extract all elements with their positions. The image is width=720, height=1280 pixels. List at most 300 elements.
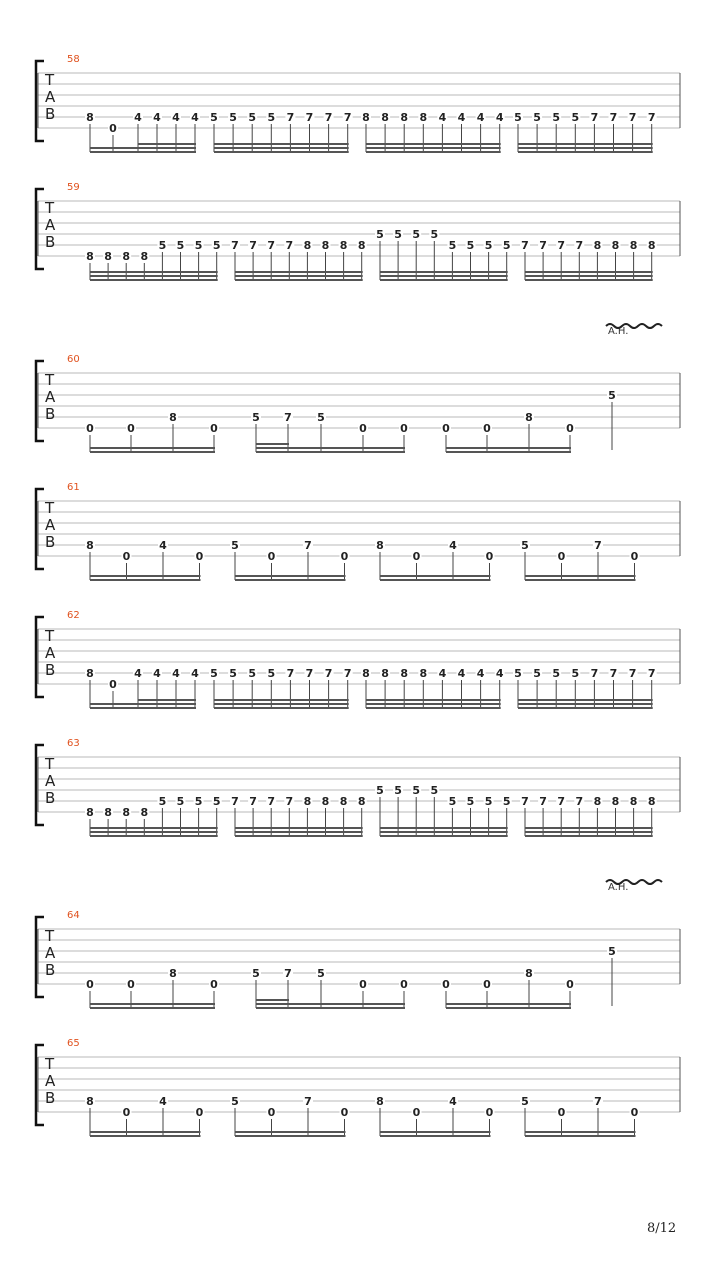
fret-number: 5 bbox=[484, 239, 493, 252]
tab-clef-letter: B bbox=[45, 789, 56, 807]
fret-number: 5 bbox=[194, 795, 203, 808]
fret-number: 7 bbox=[249, 795, 257, 808]
fret-number: 5 bbox=[448, 795, 457, 808]
fret-number: 8 bbox=[400, 111, 409, 124]
fret-number: 5 bbox=[210, 111, 218, 124]
fret-number: 5 bbox=[248, 667, 257, 680]
fret-number: 7 bbox=[305, 111, 314, 124]
fret-number: 8 bbox=[104, 806, 112, 819]
fret-number: 0 bbox=[485, 550, 494, 563]
note-beam bbox=[446, 447, 571, 449]
fret-number: 8 bbox=[169, 967, 177, 980]
note-beam bbox=[525, 275, 653, 277]
fret-number: 8 bbox=[593, 795, 602, 808]
note-beam bbox=[525, 831, 653, 833]
fret-number: 4 bbox=[449, 1095, 457, 1108]
note-beam bbox=[138, 703, 196, 705]
note-beam bbox=[235, 831, 363, 833]
note-beam bbox=[518, 147, 653, 149]
note-beam bbox=[235, 275, 363, 277]
tab-clef-letter: B bbox=[45, 233, 56, 251]
tab-clef-letter: T bbox=[45, 927, 55, 945]
fret-number: 7 bbox=[594, 1095, 602, 1108]
fret-number: 5 bbox=[317, 967, 325, 980]
fret-number: 7 bbox=[285, 795, 294, 808]
note-beam bbox=[90, 275, 218, 277]
fret-number: 0 bbox=[210, 422, 218, 435]
tab-clef-letter: A bbox=[45, 1072, 56, 1090]
fret-number: 8 bbox=[303, 239, 312, 252]
tab-clef-letter: A bbox=[45, 644, 56, 662]
fret-number: 5 bbox=[502, 795, 511, 808]
fret-number: 0 bbox=[340, 1106, 349, 1119]
measure-number: 59 bbox=[67, 182, 80, 193]
fret-number: 5 bbox=[176, 239, 185, 252]
fret-number: 5 bbox=[514, 111, 522, 124]
measure-number: 62 bbox=[67, 610, 80, 621]
fret-number: 7 bbox=[647, 667, 656, 680]
fret-number: 7 bbox=[539, 795, 547, 808]
note-beam bbox=[518, 707, 653, 709]
fret-number: 5 bbox=[194, 239, 203, 252]
note-beam bbox=[446, 1007, 571, 1009]
tab-clef-letter: B bbox=[45, 1089, 56, 1107]
tab-clef-letter: T bbox=[45, 371, 55, 389]
fret-number: 0 bbox=[127, 978, 135, 991]
fret-number: 8 bbox=[86, 539, 94, 552]
fret-number: 5 bbox=[430, 784, 439, 797]
fret-number: 0 bbox=[557, 550, 566, 563]
note-beam bbox=[235, 279, 363, 281]
note-beam bbox=[518, 151, 653, 153]
fret-number: 0 bbox=[442, 422, 450, 435]
note-beam bbox=[380, 575, 491, 577]
fret-number: 8 bbox=[321, 795, 330, 808]
note-beam bbox=[138, 147, 196, 149]
fret-number: 0 bbox=[86, 422, 94, 435]
measure-number: 64 bbox=[67, 910, 80, 921]
fret-number: 7 bbox=[647, 111, 656, 124]
fret-number: 8 bbox=[104, 250, 112, 263]
fret-number: 8 bbox=[303, 795, 312, 808]
fret-number: 5 bbox=[376, 228, 384, 241]
fret-number: 7 bbox=[594, 539, 602, 552]
fret-number: 8 bbox=[647, 795, 656, 808]
fret-number: 7 bbox=[249, 239, 257, 252]
fret-number: 8 bbox=[419, 667, 428, 680]
fret-number: 7 bbox=[305, 667, 314, 680]
fret-number: 5 bbox=[212, 795, 221, 808]
fret-number: 4 bbox=[159, 1095, 167, 1108]
fret-number: 7 bbox=[324, 667, 333, 680]
note-beam bbox=[138, 143, 196, 145]
note-beam bbox=[518, 703, 653, 705]
fret-number: 5 bbox=[317, 411, 325, 424]
fret-number: 5 bbox=[533, 111, 541, 124]
fret-number: 0 bbox=[267, 1106, 276, 1119]
note-beam bbox=[138, 707, 196, 709]
fret-number: 8 bbox=[140, 806, 149, 819]
note-beam bbox=[90, 279, 218, 281]
note-beam bbox=[518, 143, 653, 145]
fret-number: 5 bbox=[608, 945, 616, 958]
fret-number: 7 bbox=[267, 795, 276, 808]
tab-clef-letter: A bbox=[45, 216, 56, 234]
note-beam bbox=[366, 707, 501, 709]
measure-number: 65 bbox=[67, 1038, 80, 1049]
fret-number: 0 bbox=[267, 550, 276, 563]
fret-number: 5 bbox=[552, 667, 561, 680]
note-beam bbox=[90, 271, 218, 273]
note-beam bbox=[214, 707, 349, 709]
fret-number: 8 bbox=[419, 111, 428, 124]
fret-number: 0 bbox=[400, 422, 408, 435]
fret-number: 5 bbox=[210, 667, 218, 680]
fret-number: 0 bbox=[359, 422, 367, 435]
fret-number: 7 bbox=[231, 795, 239, 808]
note-beam bbox=[525, 827, 653, 829]
vibrato-wave bbox=[606, 324, 662, 328]
tab-clef-letter: T bbox=[45, 71, 55, 89]
fret-number: 4 bbox=[476, 111, 485, 124]
tab-system-63 bbox=[36, 738, 680, 837]
vibrato-wave bbox=[606, 880, 662, 884]
fret-number: 5 bbox=[571, 667, 580, 680]
fret-number: 8 bbox=[140, 250, 149, 263]
fret-number: 8 bbox=[86, 1095, 94, 1108]
fret-number: 5 bbox=[484, 795, 493, 808]
note-beam bbox=[525, 575, 636, 577]
fret-number: 5 bbox=[608, 389, 616, 402]
fret-number: 4 bbox=[134, 667, 142, 680]
note-beam bbox=[214, 151, 349, 153]
note-beam bbox=[256, 999, 289, 1001]
fret-number: 4 bbox=[449, 539, 457, 552]
fret-number: 4 bbox=[457, 667, 466, 680]
tab-clef-letter: A bbox=[45, 772, 56, 790]
note-beam bbox=[380, 1131, 491, 1133]
note-beam bbox=[235, 1135, 346, 1137]
note-beam bbox=[235, 575, 346, 577]
fret-number: 5 bbox=[158, 795, 167, 808]
fret-number: 4 bbox=[172, 111, 180, 124]
fret-number: 7 bbox=[285, 239, 294, 252]
note-beam bbox=[525, 835, 653, 837]
note-beam bbox=[90, 827, 218, 829]
fret-number: 5 bbox=[231, 539, 239, 552]
note-beam bbox=[90, 451, 215, 453]
fret-number: 8 bbox=[629, 795, 638, 808]
fret-number: 5 bbox=[394, 228, 402, 241]
fret-number: 5 bbox=[521, 539, 529, 552]
note-beam bbox=[525, 579, 636, 581]
fret-number: 0 bbox=[127, 422, 135, 435]
fret-number: 0 bbox=[630, 550, 639, 563]
note-beam bbox=[366, 151, 501, 153]
note-beam bbox=[90, 447, 215, 449]
fret-number: 0 bbox=[483, 422, 491, 435]
fret-number: 8 bbox=[357, 795, 366, 808]
fret-number: 5 bbox=[267, 667, 276, 680]
note-beam bbox=[90, 1007, 215, 1009]
note-beam bbox=[90, 575, 201, 577]
note-beam bbox=[366, 143, 501, 145]
note-beam bbox=[235, 827, 363, 829]
tab-clef-letter: B bbox=[45, 961, 56, 979]
note-beam bbox=[256, 451, 289, 453]
tab-system-64 bbox=[36, 880, 680, 1009]
fret-number: 0 bbox=[122, 1106, 131, 1119]
fret-number: 4 bbox=[495, 111, 504, 124]
fret-number: 5 bbox=[231, 1095, 239, 1108]
note-beam bbox=[380, 271, 508, 273]
fret-number: 7 bbox=[286, 111, 295, 124]
fret-number: 8 bbox=[525, 967, 533, 980]
note-beam bbox=[446, 451, 571, 453]
fret-number: 7 bbox=[324, 111, 333, 124]
fret-number: 5 bbox=[229, 667, 237, 680]
fret-number: 7 bbox=[267, 239, 276, 252]
fret-number: 7 bbox=[590, 111, 599, 124]
fret-number: 4 bbox=[159, 539, 167, 552]
note-beam bbox=[90, 579, 201, 581]
fret-number: 7 bbox=[284, 411, 292, 424]
note-beam bbox=[380, 1135, 491, 1137]
fret-number: 8 bbox=[122, 806, 131, 819]
tab-clef-letter: B bbox=[45, 105, 56, 123]
fret-number: 5 bbox=[267, 111, 276, 124]
fret-number: 7 bbox=[557, 239, 566, 252]
fret-number: 0 bbox=[109, 122, 117, 135]
fret-number: 8 bbox=[647, 239, 656, 252]
fret-number: 4 bbox=[191, 667, 199, 680]
note-beam bbox=[380, 579, 491, 581]
note-beam bbox=[380, 279, 508, 281]
fret-number: 8 bbox=[362, 667, 370, 680]
fret-number: 4 bbox=[438, 667, 447, 680]
fret-number: 0 bbox=[485, 1106, 494, 1119]
fret-number: 8 bbox=[381, 111, 389, 124]
fret-number: 5 bbox=[502, 239, 511, 252]
fret-number: 0 bbox=[483, 978, 491, 991]
note-beam bbox=[214, 147, 349, 149]
note-beam bbox=[214, 699, 349, 701]
fret-number: 0 bbox=[86, 978, 94, 991]
note-beam bbox=[518, 699, 653, 701]
tab-clef-letter: T bbox=[45, 499, 55, 517]
note-beam bbox=[525, 271, 653, 273]
fret-number: 8 bbox=[381, 667, 389, 680]
fret-number: 4 bbox=[153, 111, 161, 124]
tab-clef-letter: B bbox=[45, 405, 56, 423]
fret-number: 8 bbox=[169, 411, 177, 424]
fret-number: 8 bbox=[629, 239, 638, 252]
fret-number: 8 bbox=[525, 411, 533, 424]
fret-number: 0 bbox=[566, 978, 574, 991]
fret-number: 5 bbox=[176, 795, 185, 808]
fret-number: 0 bbox=[557, 1106, 566, 1119]
fret-number: 8 bbox=[86, 806, 94, 819]
fret-number: 7 bbox=[304, 1095, 312, 1108]
fret-number: 7 bbox=[609, 667, 618, 680]
fret-number: 7 bbox=[304, 539, 312, 552]
fret-number: 5 bbox=[394, 784, 402, 797]
note-beam bbox=[380, 835, 508, 837]
fret-number: 4 bbox=[495, 667, 504, 680]
fret-number: 7 bbox=[575, 795, 584, 808]
fret-number: 7 bbox=[343, 111, 352, 124]
fret-number: 4 bbox=[153, 667, 161, 680]
note-beam bbox=[214, 143, 349, 145]
tab-clef-letter: T bbox=[45, 627, 55, 645]
fret-number: 8 bbox=[122, 250, 131, 263]
note-beam bbox=[90, 1135, 201, 1137]
fret-number: 5 bbox=[252, 411, 260, 424]
fret-number: 7 bbox=[284, 967, 292, 980]
fret-number: 7 bbox=[343, 667, 352, 680]
fret-number: 4 bbox=[172, 667, 180, 680]
tab-clef-letter: A bbox=[45, 944, 56, 962]
fret-number: 8 bbox=[376, 539, 384, 552]
measure-number: 63 bbox=[67, 738, 80, 749]
fret-number: 5 bbox=[212, 239, 221, 252]
fret-number: 5 bbox=[412, 228, 421, 241]
measure-number: 58 bbox=[67, 54, 80, 65]
note-beam bbox=[90, 1131, 201, 1133]
measure-number: 60 bbox=[67, 354, 80, 365]
tab-clef-letter: B bbox=[45, 533, 56, 551]
note-beam bbox=[235, 1131, 346, 1133]
fret-number: 5 bbox=[521, 1095, 529, 1108]
tab-clef-letter: A bbox=[45, 88, 56, 106]
fret-number: 5 bbox=[252, 967, 260, 980]
note-beam bbox=[90, 1003, 215, 1005]
fret-number: 7 bbox=[231, 239, 239, 252]
fret-number: 0 bbox=[195, 550, 204, 563]
harmonic-label: A.H. bbox=[608, 326, 629, 337]
tab-clef-letter: T bbox=[45, 199, 55, 217]
fret-number: 0 bbox=[442, 978, 450, 991]
note-beam bbox=[214, 703, 349, 705]
tab-system-65 bbox=[36, 1038, 680, 1137]
note-beam bbox=[256, 1007, 289, 1009]
fret-number: 0 bbox=[340, 550, 349, 563]
fret-number: 8 bbox=[400, 667, 409, 680]
fret-number: 4 bbox=[191, 111, 199, 124]
fret-number: 5 bbox=[448, 239, 457, 252]
fret-number: 8 bbox=[611, 795, 620, 808]
fret-number: 8 bbox=[86, 667, 94, 680]
fret-number: 8 bbox=[357, 239, 366, 252]
note-beam bbox=[90, 831, 218, 833]
tab-clef-letter: B bbox=[45, 661, 56, 679]
note-beam bbox=[138, 151, 196, 153]
tab-system-62 bbox=[36, 610, 680, 709]
fret-number: 0 bbox=[195, 1106, 204, 1119]
fret-number: 5 bbox=[571, 111, 580, 124]
fret-number: 0 bbox=[359, 978, 367, 991]
note-beam bbox=[138, 699, 196, 701]
fret-number: 8 bbox=[321, 239, 330, 252]
fret-number: 7 bbox=[521, 795, 529, 808]
note-beam bbox=[366, 703, 501, 705]
fret-number: 8 bbox=[593, 239, 602, 252]
fret-number: 5 bbox=[466, 239, 475, 252]
fret-number: 0 bbox=[566, 422, 574, 435]
note-beam bbox=[525, 1131, 636, 1133]
note-beam bbox=[366, 147, 501, 149]
note-beam bbox=[256, 443, 289, 445]
fret-number: 4 bbox=[134, 111, 142, 124]
tab-clef-letter: A bbox=[45, 388, 56, 406]
fret-number: 5 bbox=[430, 228, 439, 241]
fret-number: 5 bbox=[248, 111, 257, 124]
tab-system-58 bbox=[36, 54, 680, 153]
fret-number: 0 bbox=[400, 978, 408, 991]
fret-number: 5 bbox=[533, 667, 541, 680]
fret-number: 5 bbox=[376, 784, 384, 797]
note-beam bbox=[525, 1135, 636, 1137]
note-beam bbox=[366, 699, 501, 701]
page-number: 8/12 bbox=[647, 1221, 677, 1236]
fret-number: 8 bbox=[362, 111, 370, 124]
fret-number: 0 bbox=[412, 550, 421, 563]
fret-number: 5 bbox=[466, 795, 475, 808]
fret-number: 8 bbox=[376, 1095, 384, 1108]
fret-number: 4 bbox=[476, 667, 485, 680]
note-beam bbox=[235, 271, 363, 273]
fret-number: 8 bbox=[339, 795, 348, 808]
fret-number: 7 bbox=[575, 239, 584, 252]
note-beam bbox=[380, 831, 508, 833]
fret-number: 8 bbox=[86, 111, 94, 124]
tab-clef-letter: T bbox=[45, 755, 55, 773]
fret-number: 7 bbox=[609, 111, 618, 124]
note-beam bbox=[525, 279, 653, 281]
fret-number: 5 bbox=[412, 784, 421, 797]
tab-clef-letter: A bbox=[45, 516, 56, 534]
fret-number: 5 bbox=[552, 111, 561, 124]
fret-number: 0 bbox=[109, 678, 117, 691]
fret-number: 5 bbox=[229, 111, 237, 124]
tab-system-59 bbox=[36, 182, 680, 281]
fret-number: 4 bbox=[457, 111, 466, 124]
fret-number: 8 bbox=[86, 250, 94, 263]
tab-clef-letter: T bbox=[45, 1055, 55, 1073]
note-beam bbox=[90, 835, 218, 837]
fret-number: 7 bbox=[557, 795, 566, 808]
note-beam bbox=[235, 835, 363, 837]
note-beam bbox=[446, 1003, 571, 1005]
note-beam bbox=[256, 447, 289, 449]
fret-number: 7 bbox=[628, 111, 637, 124]
fret-number: 0 bbox=[412, 1106, 421, 1119]
fret-number: 7 bbox=[590, 667, 599, 680]
fret-number: 7 bbox=[628, 667, 637, 680]
tab-system-60 bbox=[36, 324, 680, 453]
fret-number: 5 bbox=[514, 667, 522, 680]
fret-number: 7 bbox=[286, 667, 295, 680]
note-beam bbox=[380, 827, 508, 829]
fret-number: 8 bbox=[611, 239, 620, 252]
harmonic-label: A.H. bbox=[608, 882, 629, 893]
fret-number: 0 bbox=[630, 1106, 639, 1119]
fret-number: 8 bbox=[339, 239, 348, 252]
measure-number: 61 bbox=[67, 482, 80, 493]
fret-number: 7 bbox=[521, 239, 529, 252]
tab-system-61 bbox=[36, 482, 680, 581]
note-beam bbox=[256, 1003, 289, 1005]
